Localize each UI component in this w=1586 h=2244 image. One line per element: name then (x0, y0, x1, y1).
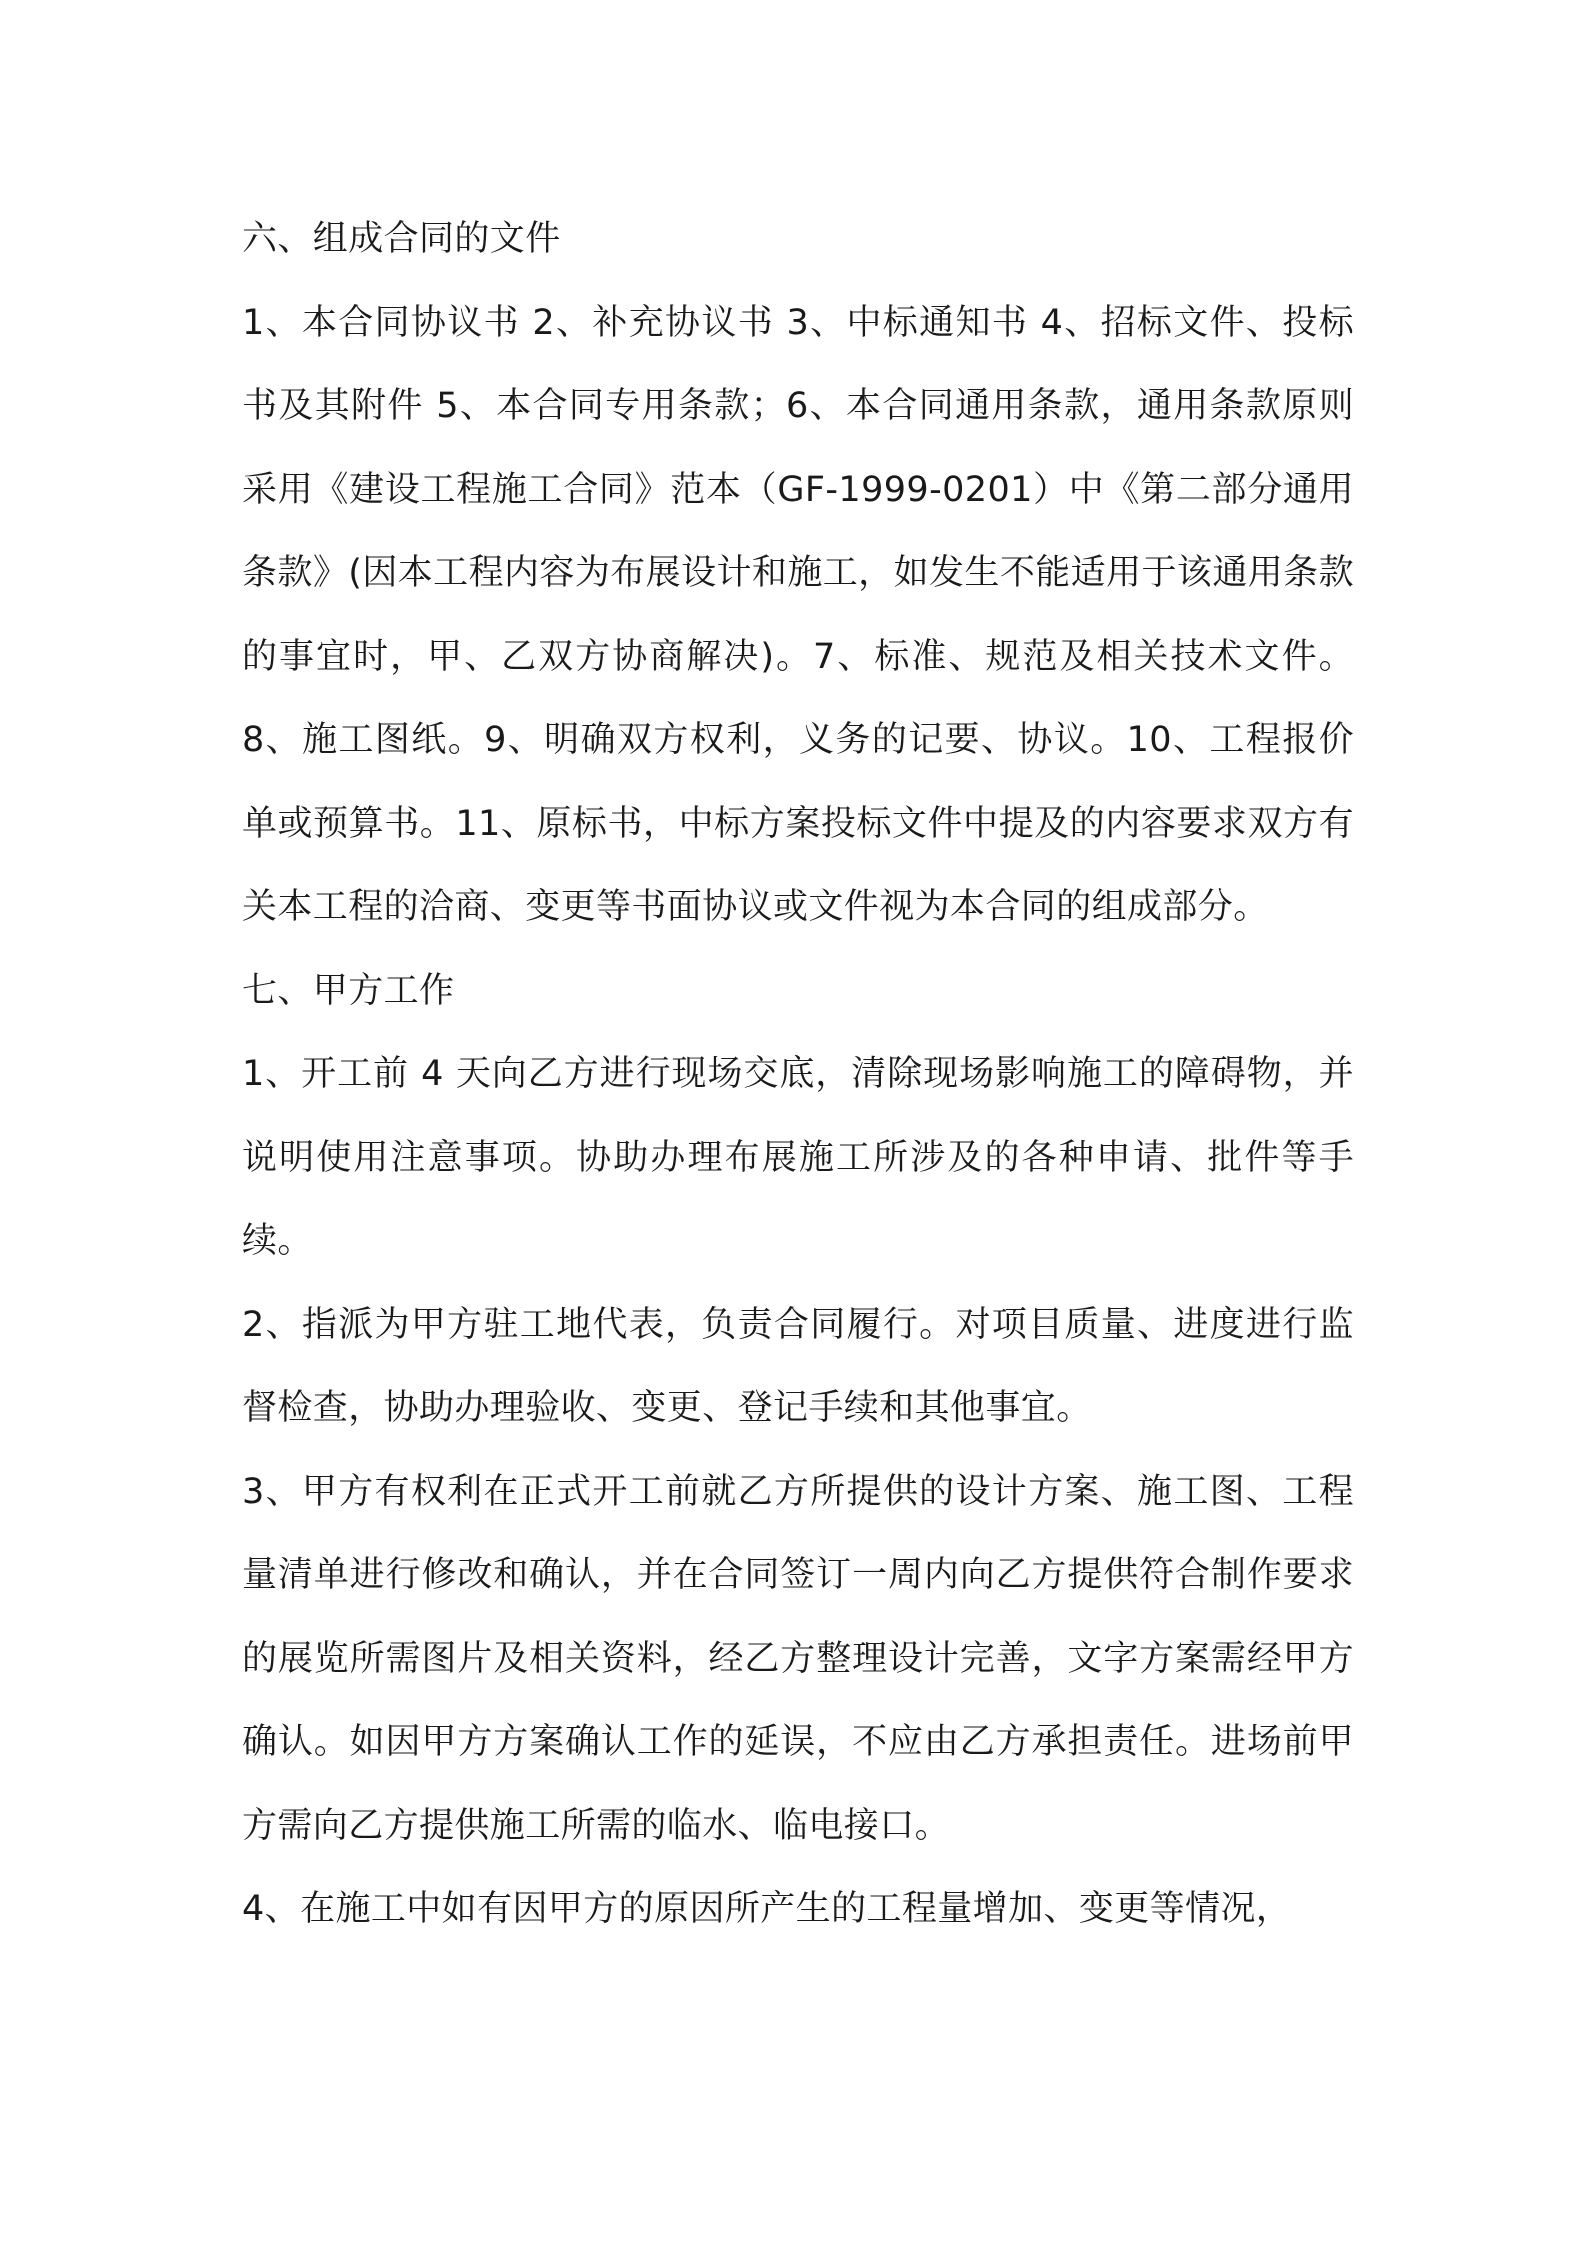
paragraph-party-a-item-4: 4、在施工中如有因甲方的原因所产生的工程量增加、变更等情况， (242, 1889, 1292, 1929)
paragraph-party-a-item-1: 1、开工前 4 天向乙方进行现场交底，清除现场影响施工的障碍物，并说明使用注意事项。协助办理布展施工所涉及的各种申请、批件等手续。 (242, 1054, 1354, 1261)
section-heading-party-a-work: 七、甲方工作 (242, 970, 455, 1011)
section-heading-contract-documents: 六、组成合同的文件 (242, 219, 561, 259)
paragraph-party-a-item-2: 2、指派为甲方驻工地代表，负责合同履行。对项目质量、进度进行监督检查，协助办理验收、变更、登记手续和其他事宜。 (242, 1304, 1354, 1428)
paragraph-party-a-item-3: 3、甲方有权利在正式开工前就乙方所提供的设计方案、施工图、工程量清单进行修改和确认，并在合同签订一周内向乙方提供符合制作要求的展览所需图片及相关资料，经乙方整理设计完善，文字方案需经甲方确认。如因甲方方案确认工作的延误，不应由乙方承担责任。进场前甲方需向乙方提供施工所需的临水、临电接口。 (242, 1471, 1354, 1846)
document-body (242, 198, 1354, 1952)
paragraph-contract-documents-list: 1、本合同协议书 2、补充协议书 3、中标通知书 4、招标文件、投标书及其附件 5、本合同专用条款；6、本合同通用条款，通用条款原则采用《建设工程施工合同》范本（GF-1999-0201）中《第二部分通用条款》(因本工程内容为布展设计和施工，如发生不能适用于该通用条款的事宜时，甲、乙双方协商解决)。7、标准、规范及相关技术文件。8、施工图纸。9、明确双方权利，义务的记要、协议。10、工程报价单或预算书。11、原标书，中标方案投标文件中提及的内容要求双方有关本工程的洽商、变更等书面协议或文件视为本合同的组成部分。 (242, 302, 1354, 927)
